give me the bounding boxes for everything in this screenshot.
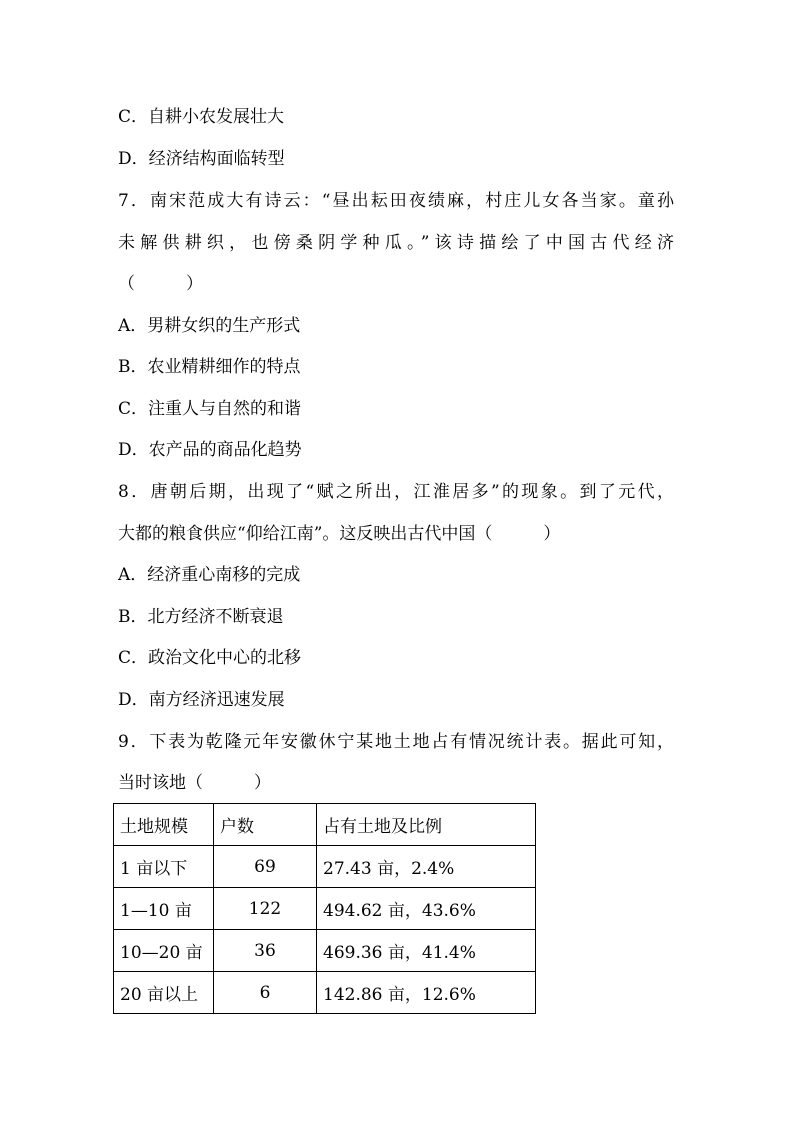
table-row [114, 972, 536, 1014]
header-cell: 占有土地及比例 [317, 804, 536, 846]
table-header-row [114, 804, 536, 846]
table-cell: 27.43 亩，2.4% [317, 846, 536, 888]
table-row [114, 846, 536, 888]
table-cell: 142.86 亩，12.6% [317, 972, 536, 1014]
question-9-line-1: 9．下表为乾隆元年安徽休宁某地土地占有情况统计表。据此可知， [118, 732, 674, 752]
table-cell: 494.62 亩，43.6% [317, 888, 536, 930]
option-7d: D．农产品的商品化趋势 [118, 440, 302, 460]
option-8c: C．政治文化中心的北移 [118, 648, 302, 668]
option-8b: B．北方经济不断衰退 [118, 607, 284, 627]
option-8a: A．经济重心南移的完成 [118, 565, 301, 585]
question-8-line-1: 8．唐朝后期，出现了“赋之所出，江淮居多”的现象。到了元代， [118, 482, 674, 502]
header-cell: 土地规模 [114, 804, 214, 846]
question-8-line-2: 大都的粮食供应“仰给江南”。这反映出古代中国（ ） [118, 524, 561, 544]
question-9-line-2: 当时该地（ ） [118, 773, 271, 793]
table-cell: 69 [214, 846, 317, 888]
option-6d: D．经济结构面临转型 [118, 149, 285, 169]
option-8d: D．南方经济迅速发展 [118, 690, 285, 710]
table-row [114, 930, 536, 972]
table-cell: 469.36 亩，41.4% [317, 930, 536, 972]
table-cell: 1—10 亩 [114, 888, 214, 930]
option-7c: C．注重人与自然的和谐 [118, 399, 302, 419]
table-cell: 10—20 亩 [114, 930, 214, 972]
question-7-line-1: 7．南宋范成大有诗云：“昼出耘田夜绩麻，村庄儿女各当家。童孙 [118, 191, 674, 211]
option-7a: A．男耕女织的生产形式 [118, 316, 301, 336]
table-cell: 20 亩以上 [114, 972, 214, 1014]
option-6c: C．自耕小农发展壮大 [118, 107, 285, 127]
table-cell: 36 [214, 930, 317, 972]
table-cell: 6 [214, 972, 317, 1014]
question-7-line-2: 未解供耕织，也傍桑阴学种瓜。”该诗描绘了中国古代经济 [118, 233, 674, 253]
table-cell: 122 [214, 888, 317, 930]
option-7b: B．农业精耕细作的特点 [118, 357, 301, 377]
question-7-blank: （ ） [118, 274, 203, 294]
land-table [113, 803, 536, 1014]
table-row [114, 888, 536, 930]
header-cell: 户数 [214, 804, 317, 846]
table-cell: 1 亩以下 [114, 846, 214, 888]
